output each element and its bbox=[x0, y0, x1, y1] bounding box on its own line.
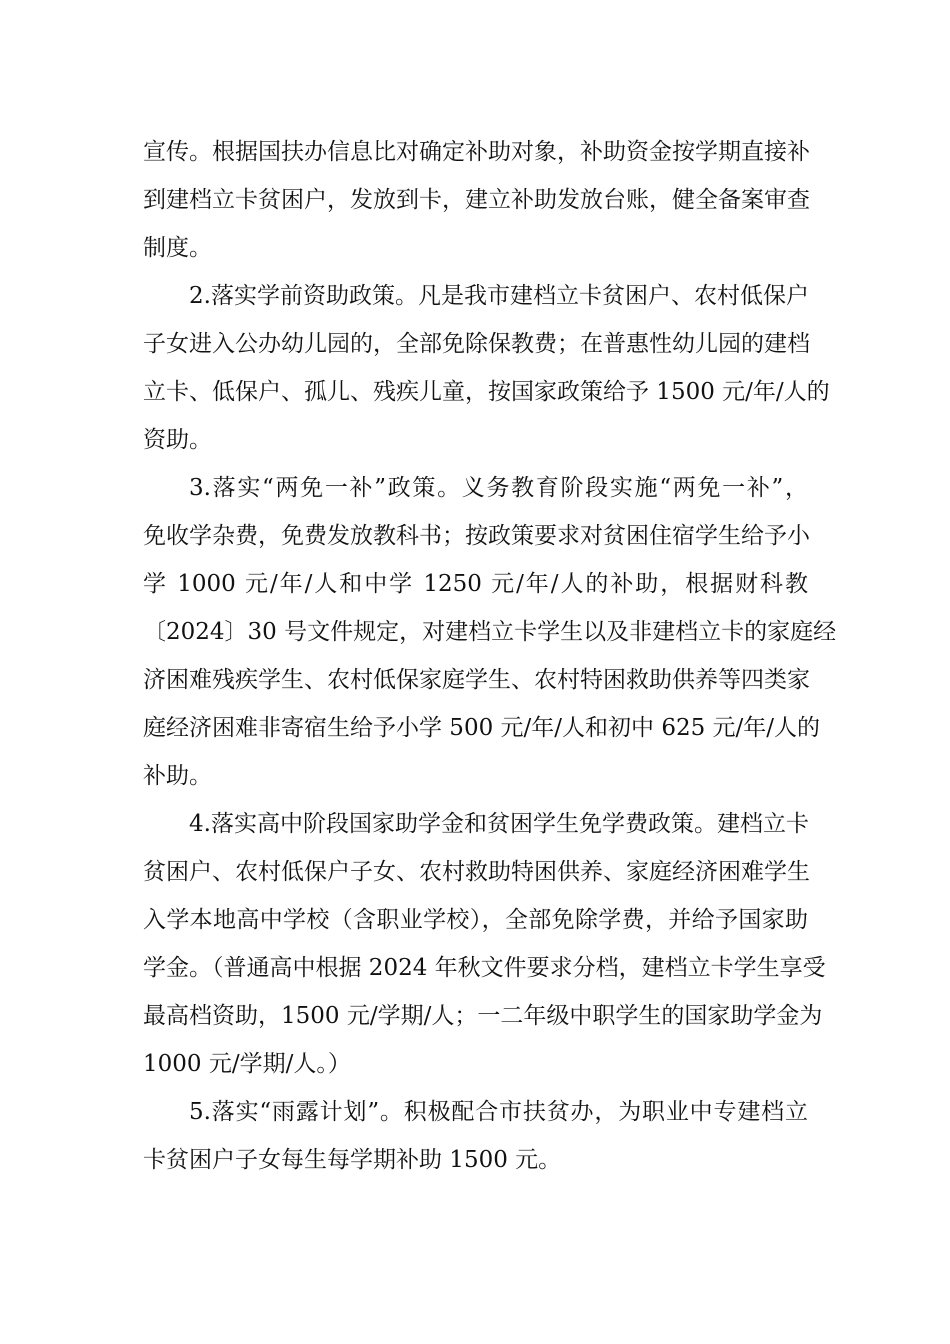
text-line: 入学本地高中学校（含职业学校），全部免除学费，并给予国家助 bbox=[143, 907, 808, 933]
text-line: 2.落实学前资助政策。凡是我市建档立卡贫困户、农村低保户 bbox=[189, 283, 809, 309]
text-line: 补助。 bbox=[143, 763, 212, 789]
text-line: 学 1000 元/年/人和中学 1250 元/年/人的补助，根据财科教 bbox=[143, 571, 808, 597]
text-line: 卡贫困户子女每生每学期补助 1500 元。 bbox=[143, 1147, 562, 1173]
paragraph-intro bbox=[143, 128, 808, 272]
paragraph-item-4 bbox=[143, 800, 826, 1088]
text-line: 免收学杂费，免费发放教科书；按政策要求对贫困住宿学生给予小 bbox=[143, 523, 810, 549]
text-line: 制度。 bbox=[143, 235, 212, 261]
text-line: 贫困户、农村低保户子女、农村救助特困供养、家庭经济困难学生 bbox=[143, 859, 810, 885]
text-line: 到建档立卡贫困户，发放到卡，建立补助发放台账，健全备案审查 bbox=[143, 187, 810, 213]
text-line: 1000 元/学期/人。） bbox=[143, 1051, 351, 1077]
text-line: 宣传。根据国扶办信息比对确定补助对象，补助资金按学期直接补 bbox=[143, 139, 810, 165]
text-line: 最高档资助，1500 元/学期/人；一二年级中职学生的国家助学金为 bbox=[143, 1003, 823, 1029]
text-line: 济困难残疾学生、农村低保家庭学生、农村特困救助供养等四类家 bbox=[143, 667, 810, 693]
text-line: 5.落实“雨露计划”。积极配合市扶贫办，为职业中专建档立 bbox=[189, 1099, 808, 1125]
text-line: 4.落实高中阶段国家助学金和贫困学生免学费政策。建档立卡 bbox=[189, 811, 809, 837]
text-line: 3.落实“两免一补”政策。义务教育阶段实施“两免一补”， bbox=[189, 475, 808, 501]
paragraph-item-5 bbox=[143, 1088, 808, 1184]
paragraph-item-2 bbox=[143, 272, 830, 464]
text-line: 学金。（普通高中根据 2024 年秋文件要求分档，建档立卡学生享受 bbox=[143, 955, 826, 981]
paragraph-item-3 bbox=[143, 464, 837, 800]
text-line: 资助。 bbox=[143, 427, 212, 453]
text-line: 庭经济困难非寄宿生给予小学 500 元/年/人和初中 625 元/年/人的 bbox=[143, 715, 821, 741]
text-line: 〔2024〕30 号文件规定，对建档立卡学生以及非建档立卡的家庭经 bbox=[143, 619, 837, 645]
document-body bbox=[143, 128, 837, 1184]
text-line: 子女进入公办幼儿园的，全部免除保教费；在普惠性幼儿园的建档 bbox=[143, 331, 810, 357]
text-line: 立卡、低保户、孤儿、残疾儿童，按国家政策给予 1500 元/年/人的 bbox=[143, 379, 830, 405]
